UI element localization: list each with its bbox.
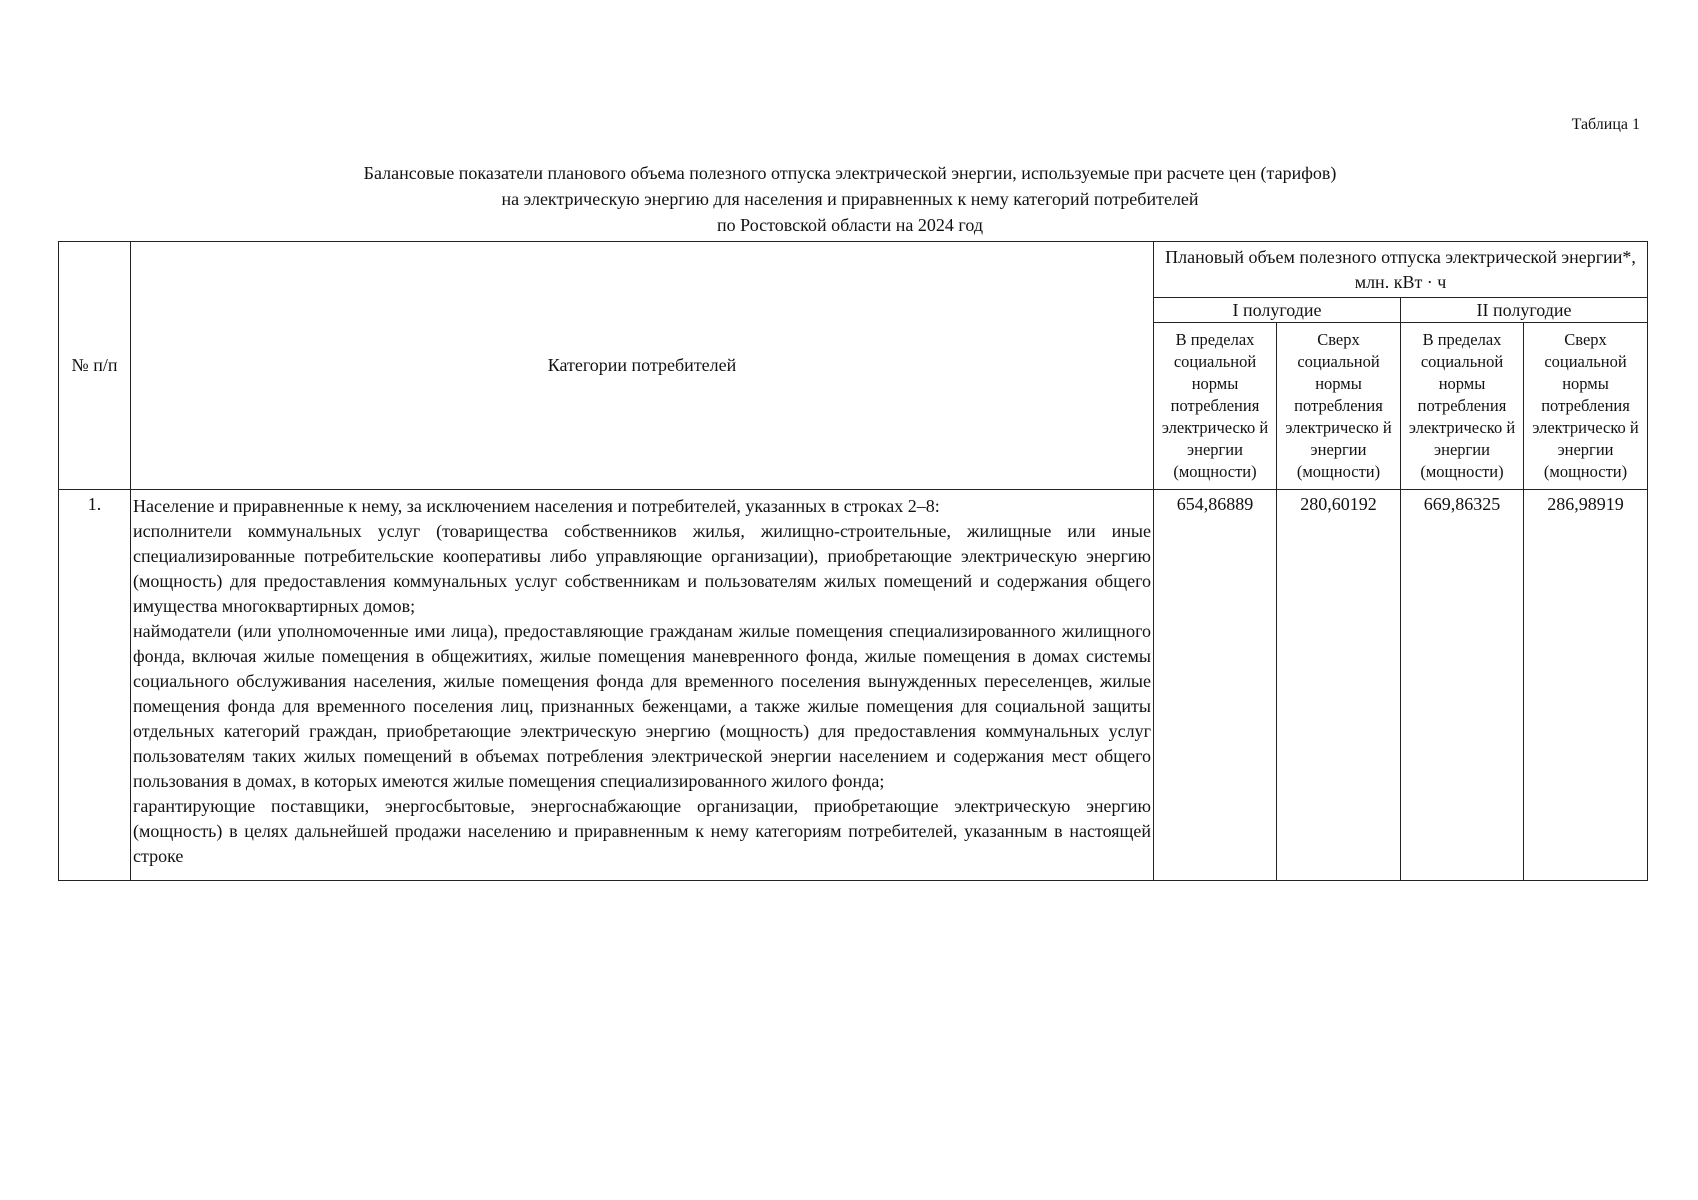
title-line-1: Балансовые показатели планового объема полезного отпуска электрической энергии, используемые при расчете цен (тарифов): [363, 163, 1337, 183]
row-number: 1.: [59, 490, 131, 881]
category-paragraph: наймодатели (или уполномоченные ими лица), предоставляющие гражданам жилые помещения специализированного жилищного фонда, включая жилые помещения в общежитиях, жилые помещения маневренного фонда, жилые помещения в домах системы социального обслуживания населения, жилые помещения фонда для временного поселения вынужденных переселенцев, жилые помещения фонда для временного поселения лиц, признанных беженцами, а также жилые помещения для социальной защиты отдельных категорий граждан, приобретающие электрическую энергию (мощность) для предоставления коммунальных услуг пользователям таких жилых помещений в объемах потребления электрической энергии населением и содержания мест общего пользования в домах, в которых имеются жилые помещения специализированного жилого фонда;: [133, 621, 1151, 791]
header-h1-above-norm: Сверх социальной нормы потребления электрическо й энергии (мощности): [1277, 323, 1401, 490]
header-half-1: I полугодие: [1154, 298, 1401, 323]
header-h1-within-norm: В пределах социальной нормы потребления электрическо й энергии (мощности): [1154, 323, 1277, 490]
header-h2-above-norm: Сверх социальной нормы потребления электрическо й энергии (мощности): [1524, 323, 1648, 490]
table-number-label: Таблица 1: [1571, 116, 1640, 133]
document-title: [60, 160, 1640, 238]
balance-indicators-table: [58, 241, 1648, 881]
value-h2-within-norm: 669,86325: [1401, 490, 1524, 881]
value-h1-above-norm: 280,60192: [1277, 490, 1401, 881]
category-paragraph: исполнители коммунальных услуг (товарищества собственников жилья, жилищно-строительные, жилищные или иные специализированные потребительские кооперативы либо управляющие организации), приобретающие электрическую энергию (мощность) для предоставления коммунальных услуг собственникам и пользователям жилых помещений и содержания общего имущества многоквартирных домов;: [133, 521, 1151, 616]
header-half-2: II полугодие: [1401, 298, 1648, 323]
row-category: [131, 490, 1154, 881]
table-row: [59, 490, 1648, 881]
value-h2-above-norm: 286,98919: [1524, 490, 1648, 881]
header-h2-within-norm: В пределах социальной нормы потребления электрическо й энергии (мощности): [1401, 323, 1524, 490]
title-line-3: по Ростовской области на 2024 год: [717, 215, 983, 235]
title-line-2: на электрическую энергию для населения и приравненных к нему категорий потребителей: [501, 189, 1199, 209]
header-category: Категории потребителей: [131, 242, 1154, 490]
category-paragraph: гарантирующие поставщики, энергосбытовые, энергоснабжающие организации, приобретающие электрическую энергию (мощность) в целях дальнейшей продажи населению и приравненным к нему категориям потребителей, указанным в настоящей строке: [133, 796, 1151, 866]
category-paragraph: Население и приравненные к нему, за исключением населения и потребителей, указанных в строках 2–8:: [133, 496, 940, 516]
header-planned-volume: Плановый объем полезного отпуска электрической энергии*, млн. кВт · ч: [1154, 242, 1648, 298]
header-number: № п/п: [59, 242, 131, 490]
value-h1-within-norm: 654,86889: [1154, 490, 1277, 881]
